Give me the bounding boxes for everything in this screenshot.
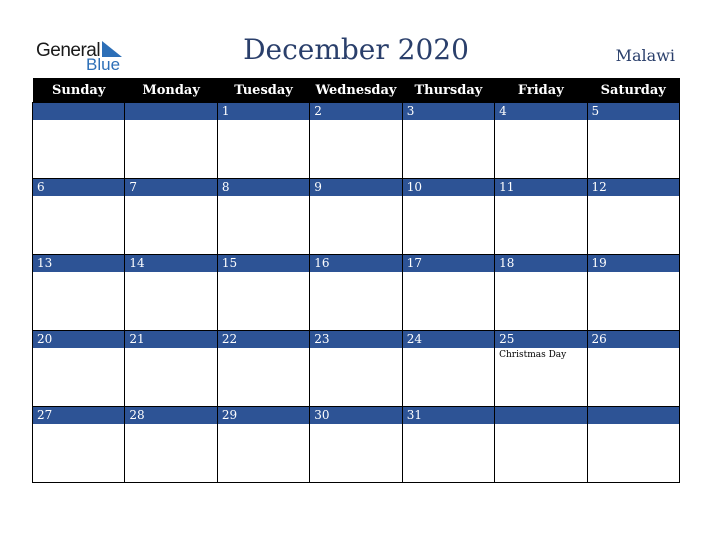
day-cell (217, 103, 309, 179)
day-number: 11 (495, 179, 586, 196)
day-number (125, 103, 216, 120)
day-cell (402, 103, 494, 179)
day-cell (495, 331, 587, 407)
calendar-grid (32, 78, 680, 483)
day-cell (587, 179, 679, 255)
day-cell (125, 179, 217, 255)
day-number: 20 (33, 331, 124, 348)
day-number: 28 (125, 407, 216, 424)
day-cell (402, 179, 494, 255)
country-name: Malawi (615, 46, 675, 65)
day-cell (587, 407, 679, 483)
day-cell (33, 103, 125, 179)
week-row (33, 255, 680, 331)
weekday-header: Friday (495, 78, 587, 103)
day-cell (310, 407, 402, 483)
week-row (33, 179, 680, 255)
day-cell (495, 255, 587, 331)
day-cell (217, 179, 309, 255)
day-number (495, 407, 586, 424)
day-number: 8 (218, 179, 309, 196)
day-number: 3 (403, 103, 494, 120)
day-number: 23 (310, 331, 401, 348)
weekday-header: Sunday (33, 78, 125, 103)
day-number: 18 (495, 255, 586, 272)
day-number: 31 (403, 407, 494, 424)
page-title: December 2020 (243, 33, 469, 66)
day-cell (217, 255, 309, 331)
day-number: 22 (218, 331, 309, 348)
day-cell (310, 103, 402, 179)
day-number: 16 (310, 255, 401, 272)
day-number: 7 (125, 179, 216, 196)
day-number: 26 (588, 331, 679, 348)
day-number: 10 (403, 179, 494, 196)
day-cell (125, 331, 217, 407)
day-cell (310, 331, 402, 407)
day-number: 30 (310, 407, 401, 424)
weekday-header: Saturday (587, 78, 679, 103)
day-number (33, 103, 124, 120)
day-cell (587, 255, 679, 331)
day-number: 9 (310, 179, 401, 196)
day-number: 5 (588, 103, 679, 120)
week-row (33, 331, 680, 407)
day-cell (33, 255, 125, 331)
day-cell (402, 255, 494, 331)
day-cell (402, 407, 494, 483)
day-number (588, 407, 679, 424)
weekday-header: Tuesday (217, 78, 309, 103)
day-cell (310, 179, 402, 255)
logo-word-general: General (36, 40, 101, 61)
day-cell (125, 255, 217, 331)
day-number: 15 (218, 255, 309, 272)
day-cell (33, 331, 125, 407)
weekday-header: Wednesday (310, 78, 402, 103)
day-cell (587, 103, 679, 179)
day-cell (125, 407, 217, 483)
day-cell (587, 331, 679, 407)
day-number: 4 (495, 103, 586, 120)
day-number: 14 (125, 255, 216, 272)
day-cell (495, 179, 587, 255)
day-number: 2 (310, 103, 401, 120)
weekday-header: Thursday (402, 78, 494, 103)
day-number: 12 (588, 179, 679, 196)
day-number: 29 (218, 407, 309, 424)
logo-word-blue: Blue (86, 55, 121, 74)
day-cell (33, 179, 125, 255)
day-cell (125, 103, 217, 179)
week-row (33, 407, 680, 483)
day-cell (217, 407, 309, 483)
day-cell (310, 255, 402, 331)
day-number: 1 (218, 103, 309, 120)
day-number: 27 (33, 407, 124, 424)
day-cell (402, 331, 494, 407)
day-cell (217, 331, 309, 407)
day-number: 13 (33, 255, 124, 272)
day-cell (495, 103, 587, 179)
weekday-header-row (33, 78, 680, 103)
day-number: 19 (588, 255, 679, 272)
day-number: 17 (403, 255, 494, 272)
week-row (33, 103, 680, 179)
day-number: 25 (495, 331, 586, 348)
holiday-label: Christmas Day (499, 350, 567, 360)
day-number: 21 (125, 331, 216, 348)
day-cell (33, 407, 125, 483)
day-number: 24 (403, 331, 494, 348)
day-cell (495, 407, 587, 483)
day-number: 6 (33, 179, 124, 196)
weekday-header: Monday (125, 78, 217, 103)
